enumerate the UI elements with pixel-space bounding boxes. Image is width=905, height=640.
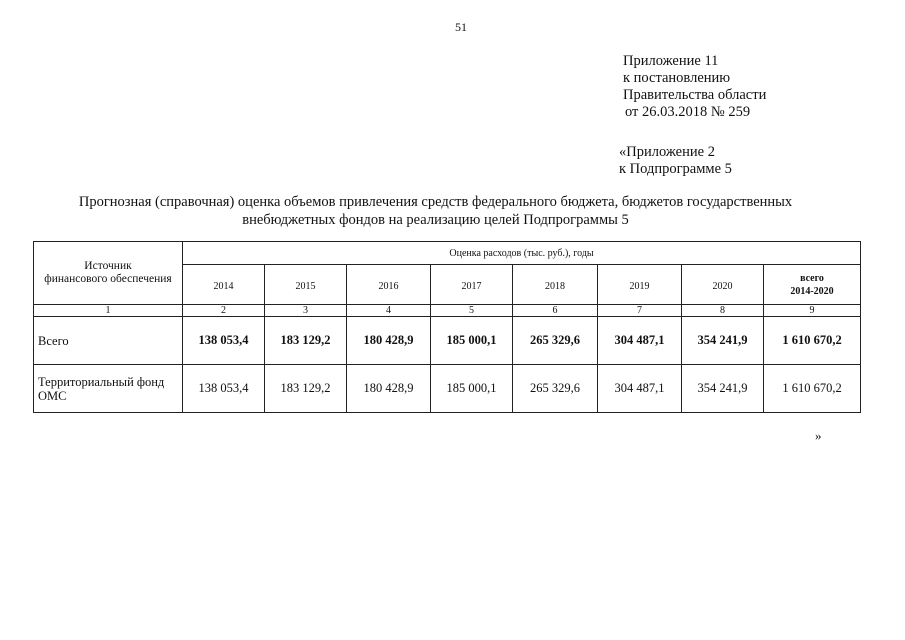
table-cell: 265 329,6: [513, 317, 598, 365]
budget-table: [33, 241, 861, 413]
table-cell: 138 053,4: [183, 365, 265, 413]
table-row: [34, 365, 861, 413]
source-header: [34, 242, 183, 305]
table-cell: 185 000,1: [431, 317, 513, 365]
appendix2-line: к Подпрограмме 5: [619, 161, 732, 177]
appendix-reference: [623, 53, 766, 121]
table-cell: 183 129,2: [265, 317, 347, 365]
page-number: 51: [455, 20, 467, 34]
total-header-line: всего: [800, 272, 824, 284]
title-line: Прогнозная (справочная) оценка объемов привлечения средств федерального бюджета, бюджетов государственных: [78, 194, 793, 210]
table-cell: 138 053,4: [183, 317, 265, 365]
column-number: 6: [513, 305, 598, 317]
column-number: 3: [265, 305, 347, 317]
title-line: внебюджетных фондов на реализацию целей Подпрограммы 5: [242, 212, 629, 228]
appendix2-line: «Приложение 2: [619, 144, 715, 160]
table-cell: 265 329,6: [513, 365, 598, 413]
appendix2-reference: [619, 144, 732, 178]
year-header: 2016: [347, 265, 431, 305]
column-number: 2: [183, 305, 265, 317]
column-number: 8: [682, 305, 764, 317]
row-label: [34, 317, 183, 365]
year-header: 2017: [431, 265, 513, 305]
column-number: 1: [34, 305, 183, 317]
table-cell: 185 000,1: [431, 365, 513, 413]
appendix-line: Приложение 11: [623, 53, 719, 69]
row-label-line: Всего: [38, 333, 69, 348]
row-label: [34, 365, 183, 413]
total-header: [764, 265, 861, 305]
source-header-line: финансового обеспечения: [44, 273, 172, 285]
row-label-line: Территориальный фонд: [38, 374, 165, 389]
closing-quote: »: [815, 428, 822, 443]
year-header: 2019: [598, 265, 682, 305]
table-cell: 354 241,9: [682, 317, 764, 365]
column-number: 4: [347, 305, 431, 317]
column-number: 5: [431, 305, 513, 317]
source-header-line: Источник: [84, 260, 132, 272]
column-number-row: [34, 305, 861, 317]
year-header: 2020: [682, 265, 764, 305]
table-row: [34, 317, 861, 365]
expense-group-header: Оценка расходов (тыс. руб.), годы: [183, 242, 861, 265]
table-cell-total: 1 610 670,2: [764, 317, 861, 365]
year-header: 2015: [265, 265, 347, 305]
table-cell: 304 487,1: [598, 365, 682, 413]
year-header: 2014: [183, 265, 265, 305]
table-cell: 180 428,9: [347, 317, 431, 365]
column-number: 9: [764, 305, 861, 317]
table-cell: 180 428,9: [347, 365, 431, 413]
total-header-line: 2014-2020: [790, 285, 834, 297]
table-cell-total: 1 610 670,2: [764, 365, 861, 413]
column-number: 7: [598, 305, 682, 317]
year-header: 2018: [513, 265, 598, 305]
appendix-line: к постановлению: [623, 70, 731, 86]
table-cell: 304 487,1: [598, 317, 682, 365]
row-label-line: ОМС: [38, 388, 67, 403]
appendix-date: от 26.03.2018 № 259: [625, 104, 751, 120]
table-cell: 354 241,9: [682, 365, 764, 413]
appendix-line: Правительства области: [623, 87, 767, 103]
table-cell: 183 129,2: [265, 365, 347, 413]
document-title: [33, 193, 838, 229]
